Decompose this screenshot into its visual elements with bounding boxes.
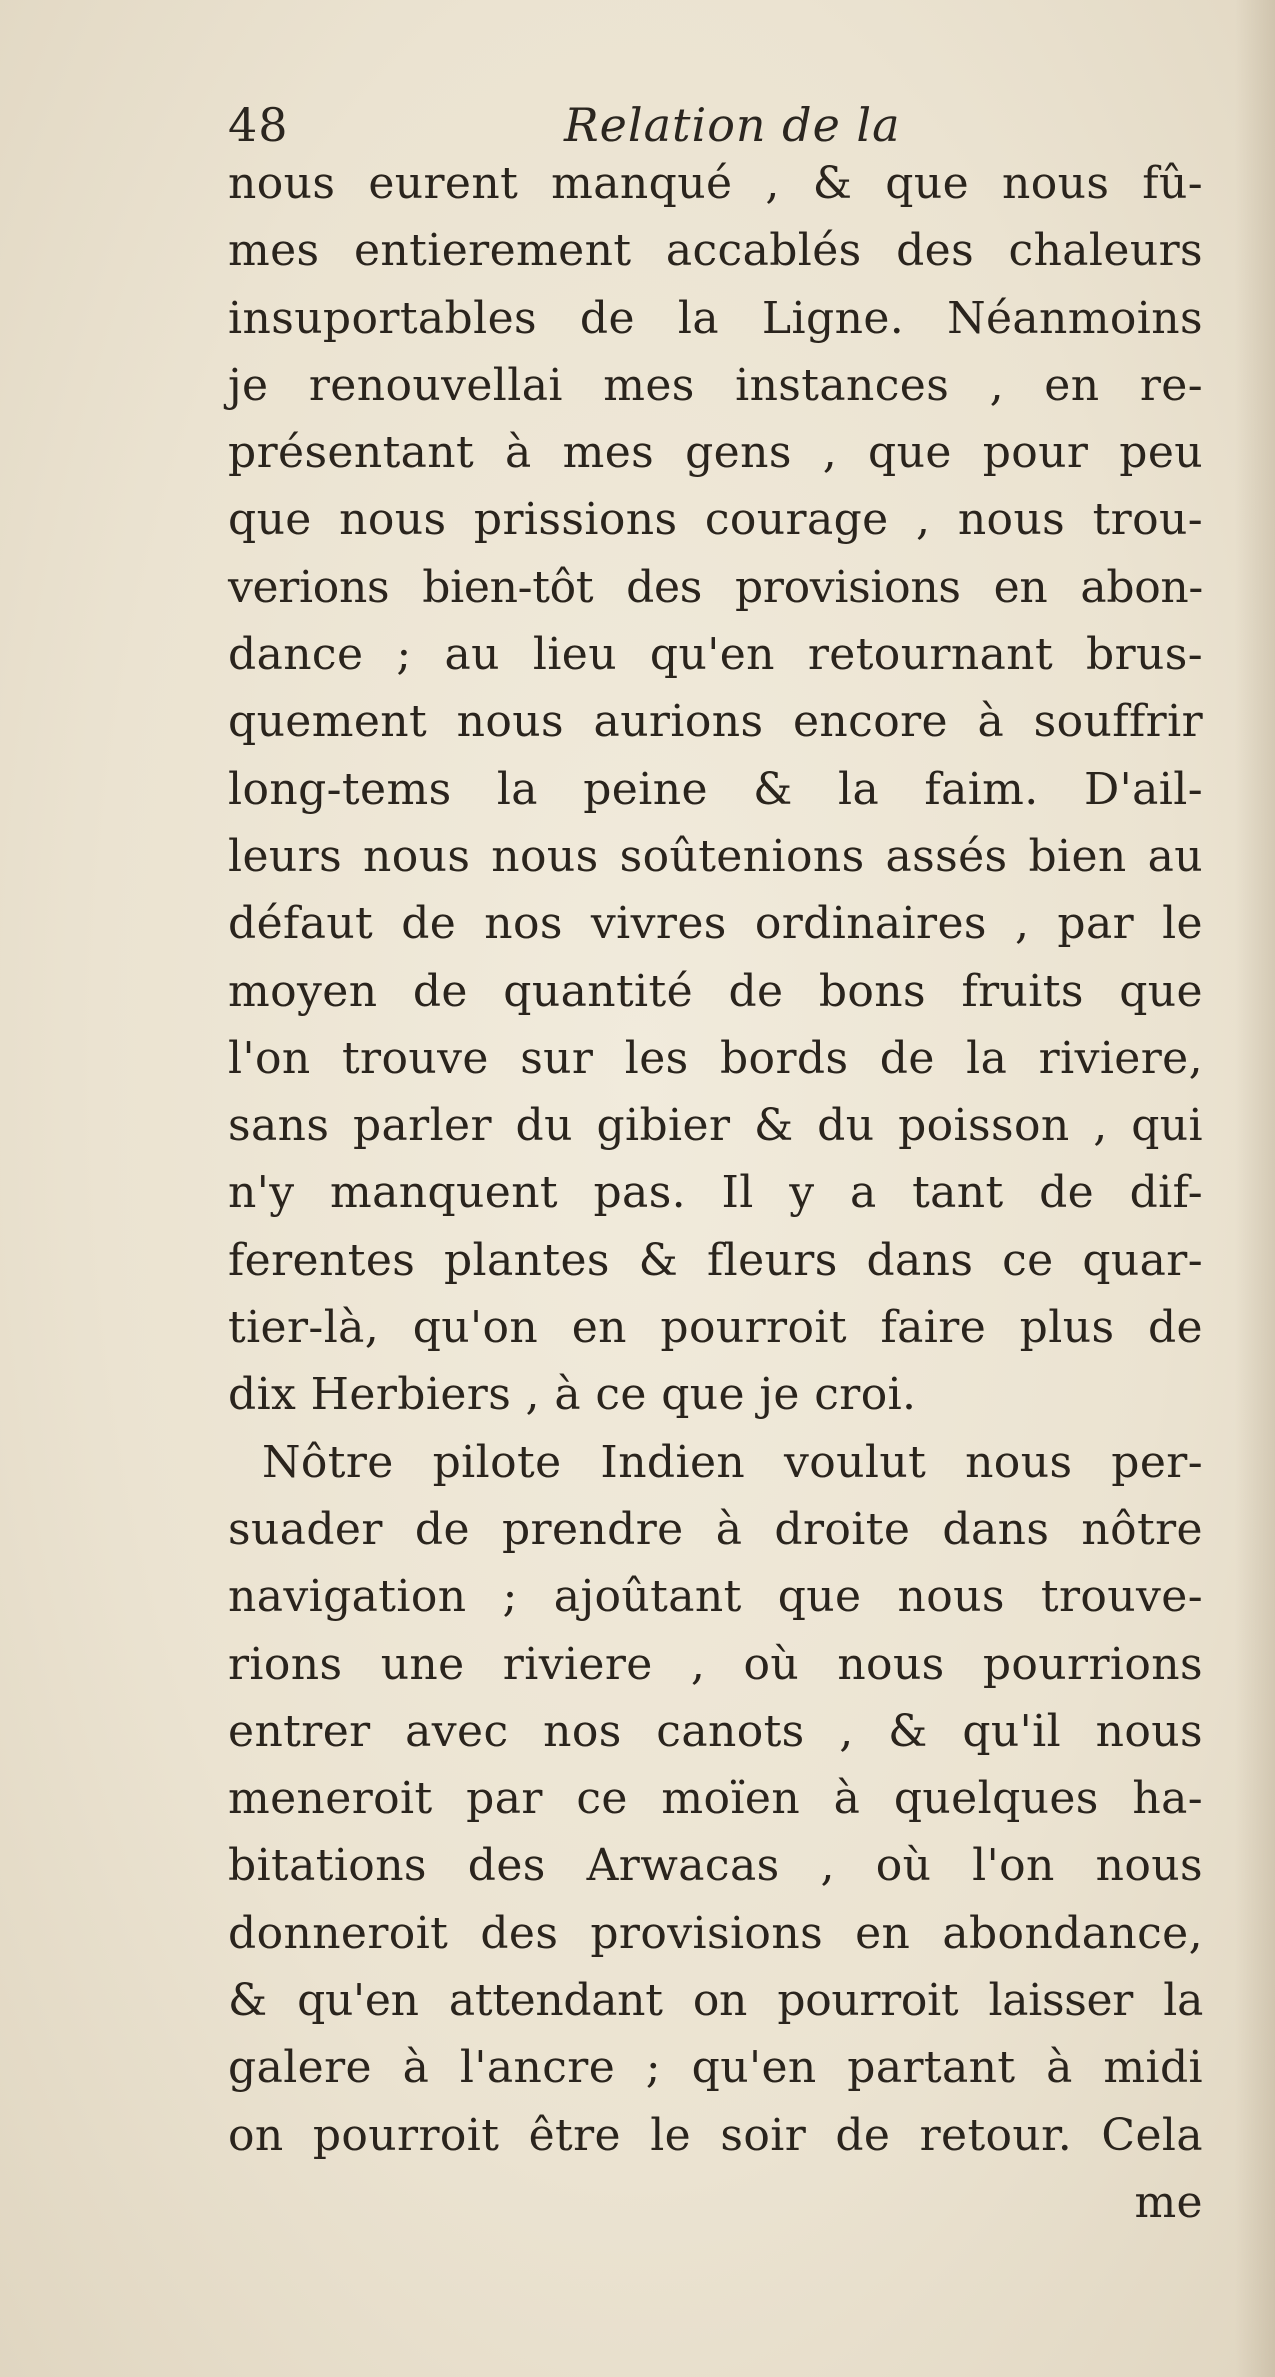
text-line: bitations des Arwacas , où l'on nous <box>228 1840 1203 1892</box>
text-line: Nôtre pilote Indien voulut nous per- <box>262 1436 1203 1488</box>
text-line: galere à l'ancre ; qu'en partant à midi <box>228 2042 1203 2094</box>
page-edge-shadow <box>1235 0 1275 2377</box>
text-line: quement nous aurions encore à souffrir <box>228 696 1203 748</box>
text-line: entrer avec nos canots , & qu'il nous <box>228 1705 1203 1757</box>
text-line: donneroit des provisions en abondance, <box>228 1907 1203 1959</box>
catchword: me <box>1134 2176 1203 2228</box>
body-text <box>228 150 1203 2236</box>
text-line: je renouvellai mes instances , en re- <box>228 359 1203 411</box>
text-line: & qu'en attendant on pourroit laisser la <box>228 1975 1203 2027</box>
text-line: insuportables de la Ligne. Néanmoins <box>228 292 1203 344</box>
page-number: 48 <box>228 98 289 152</box>
text-line: tier-là, qu'on en pourroit faire plus de <box>228 1302 1203 1354</box>
text-line: leurs nous nous soûtenions assés bien au <box>228 830 1203 882</box>
text-line: meneroit par ce moïen à quelques ha- <box>228 1773 1203 1825</box>
text-line: moyen de quantité de bons fruits que <box>228 965 1203 1017</box>
text-line: navigation ; ajoûtant que nous trouve- <box>228 1571 1203 1623</box>
text-line: rions une riviere , où nous pourrions <box>228 1638 1203 1690</box>
page-header <box>228 98 1088 158</box>
text-line: défaut de nos vivres ordinaires , par le <box>228 898 1203 950</box>
text-line: que nous prissions courage , nous trou- <box>228 494 1203 546</box>
text-line: mes entierement accablés des chaleurs <box>228 225 1203 277</box>
text-line: long-tems la peine & la faim. D'ail- <box>228 763 1203 815</box>
text-line: ferentes plantes & fleurs dans ce quar- <box>228 1234 1203 1286</box>
text-line: présentant à mes gens , que pour peu <box>228 427 1203 479</box>
running-title: Relation de la <box>564 98 901 152</box>
text-line: on pourroit être le soir de retour. Cela <box>228 2109 1203 2161</box>
text-line: l'on trouve sur les bords de la riviere, <box>228 1032 1203 1084</box>
text-line: nous eurent manqué , & que nous fû- <box>228 158 1203 209</box>
text-line: n'y manquent pas. Il y a tant de dif- <box>228 1167 1203 1219</box>
text-line: suader de prendre à droite dans nôtre <box>228 1503 1203 1555</box>
text-line: dance ; au lieu qu'en retournant brus- <box>228 629 1203 681</box>
text-line: sans parler du gibier & du poisson , qui <box>228 1100 1203 1152</box>
text-line: verions bien-tôt des provisions en abon- <box>228 561 1203 613</box>
text-line: dix Herbiers , à ce que je croi. <box>228 1369 917 1421</box>
